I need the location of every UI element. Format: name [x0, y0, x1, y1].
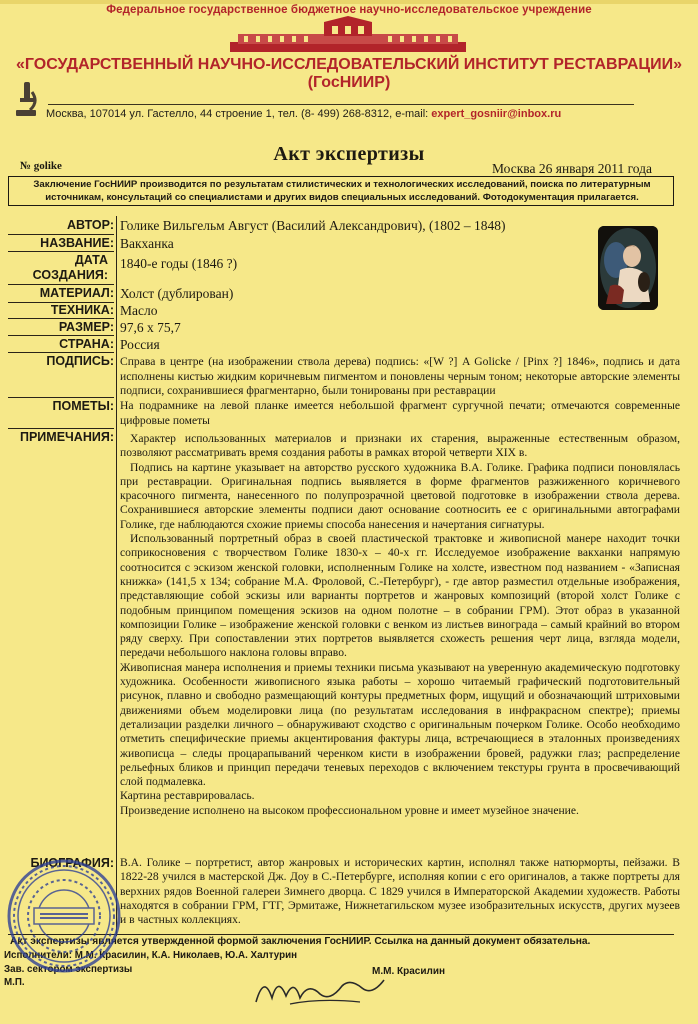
country-label: СТРАНА:	[59, 337, 114, 351]
notes-label: ПРИМЕЧАНИЯ:	[19, 430, 114, 444]
org-title	[0, 56, 698, 92]
label-rule	[8, 234, 114, 235]
notes-paragraph: Использованный портретный образ в своей пластической трактовке и живописной манере находит точки соприкосновения с творчеством Голике 1830-х – 40-х гг. Исследуемое изображение вакханки напрямую соотносится с эскизом женской головки, исполненным Голике на холсте, известном под названием - «Записная книжка» (141,5 х 134; собрание М.А. Фроловой, С.-Петербург), - где автор разместил отдельные изображения, представляющие собой эскизы или варианты портретов и жанровых композиций (второй холст Голике с подобным принципом помещения эскизов на одном полотне – в собрании ГРМ). Этот образ в указанной композиции Голике – изображение женской головки с венком из листьев винограда – самый крайний во втором ряду сверху. При сопоставлении этих портретов выявляется схожесть решения черт лица, взгляда модели, передачи небольшого наклона головы вправо.	[120, 532, 680, 660]
painting-image	[598, 226, 658, 310]
email-link[interactable]: expert_gosniir@inbox.ru	[431, 108, 562, 120]
painting-thumbnail	[598, 226, 658, 310]
bio-label: БИОГРАФИЯ:	[30, 856, 114, 870]
column-divider	[116, 216, 117, 936]
document-title: Акт экспертизы	[273, 143, 425, 165]
material-value: Холст (дублирован)	[120, 286, 234, 301]
label-rule	[8, 251, 114, 252]
size-label: РАЗМЕР:	[58, 320, 114, 334]
technique-label: ТЕХНИКА:	[50, 303, 114, 317]
notes-paragraph: Подпись на картине указывает на авторство русского художника В.А. Голике. Графика подписи поновлялась при реставрации. Оригинальная подпись выявляется в форме фрагментов разжиженного коричневого красочного пигмента, нанесенного по полупрозрачной цветовой подготовке в изображении ствола дерева. Сохранившиеся авторские элементы подписи дают основание соотносить ее с оригинальными автографами Голике, где наблюдаются схожие приемы способа нанесения и начертания сигнатуры.	[120, 460, 680, 531]
signature-value: Справа в центре (на изображении ствола дерева) подпись: «[W ?] A Golicke / [Pinx ?] 1846», подпись и дата исполнены кистью жидким коричневым пигментом и поновлены черным тоном; некоторые авторские элементы подписи, сохранившиеся фрагментарно, были тонированы при реставрации	[120, 355, 680, 397]
marks-value: На подрамнике на левой планке имеется небольшой фрагмент сургучной печати; отмечаются современные цифровые пометы	[120, 399, 680, 427]
institute-building-icon	[228, 16, 468, 56]
intro-text	[12, 178, 672, 204]
signature-label: ПОДПИСЬ:	[46, 354, 114, 368]
author-value: Голике Вильгельм Август (Василий Александрович), (1802 – 1848)	[120, 218, 506, 233]
org-title-line2: (ГосНИИР)	[307, 74, 391, 91]
label-rule	[8, 397, 114, 398]
label-rule	[8, 428, 114, 429]
notes-text	[120, 432, 680, 818]
round-seal-stamp	[6, 858, 122, 974]
notes-paragraph: Произведение исполнено на высоком профессиональном уровне и имеет музейное значение.	[120, 803, 579, 817]
notes-paragraph: Картина реставрировалась.	[120, 789, 255, 803]
label-rule	[8, 284, 114, 285]
contacts-line	[46, 108, 666, 120]
document-date: Москва 26 января 2011 года	[492, 161, 652, 176]
label-rule	[8, 335, 114, 336]
size-value: 97,6 х 75,7	[120, 320, 181, 335]
title-label: НАЗВАНИЕ:	[40, 236, 114, 250]
material-label: МАТЕРИАЛ:	[39, 286, 114, 300]
title-value: Вакханка	[120, 236, 174, 251]
date-value: 1840-е годы (1846 ?)	[120, 256, 238, 271]
notes-paragraph: Характер использованных материалов и признаки их старения, выраженные естественным образом, позволяют рассматривать время создания работы в рамках второй четверти XIX в.	[120, 432, 680, 460]
address: Москва, 107014 ул. Гастелло, 44 строение 1, тел. (8- 499) 268-8312, e-mail:	[46, 108, 429, 120]
seal-place: М.П.	[4, 977, 25, 988]
head-name: М.М. Красилин	[372, 966, 446, 977]
technique-value: Масло	[120, 303, 158, 318]
footer-note: Акт экспертизы является утвержденной формой заключения ГосНИИР. Ссылка на данный документ обязательна.	[10, 936, 591, 947]
date-label: ДАТА СОЗДАНИЯ:	[32, 253, 108, 282]
document-number: № golike	[20, 160, 62, 172]
head-role: Зав. сектором экспертизы	[4, 964, 133, 975]
notes-paragraph: Живописная манера исполнения и приемы техники письма указывают на уверенную академическую подготовку художника. Особенности живописного языка работы – хорошо читаемый графический подготовительный рисунок, плавно и свободно размещающий контуры предметных форм, ищущий и обозначающий штриховыми движениями объем моделировки лица (по результатам исследования в инфракрасном спектре); приемы детализации разделки личного – обнаруживают сходство с оригинальным почерком Голике. Особо необходимо отметить специфические приемы акцентирования фактуры лица, встречающиеся в эталонных произведениях живописца – следы процарапываний черенком кисти в изображении бровей, радужки глаз; распределение рельефных бликов и принцип передачи теневых переходов с включением текстуры грунта в просвечивающий слой подмалевка.	[120, 660, 680, 789]
intro-line1: Заключение ГосНИИР производится по результатам стилистических и технологических исследований, поиска по литературным	[33, 179, 651, 190]
handwritten-signature	[250, 968, 390, 1014]
microscope-icon	[12, 80, 40, 120]
label-rule	[8, 352, 114, 353]
performers: Исполнители: М.М. Красилин, К.А. Николаев, Ю.А. Халтурин	[4, 950, 298, 961]
country-value: Россия	[120, 337, 160, 352]
org-subtitle: Федеральное государственное бюджетное научно-исследовательское учреждение	[106, 4, 592, 16]
marks-label: ПОМЕТЫ:	[52, 399, 114, 413]
label-rule	[8, 318, 114, 319]
header-rule	[48, 104, 634, 105]
biography-text: В.А. Голике – портретист, автор жанровых и исторических картин, исполнял также натюрморты, пейзажи. В 1822-28 учился в мастерской Дж. Доу в С.-Петербурге, исполняя копии с его оригиналов, а также портреты для верхних рядов Военной галереи Зимнего дворца. С 1829 учился в Императорской Академии художеств. Работы находятся в собрании ГРМ, ГТГ, Эрмитаже, Нижнетагильском музее изобразительных искусств, других музеев и в частных коллекциях.	[120, 856, 680, 927]
org-title-line1: «ГОСУДАРСТВЕННЫЙ НАУЧНО-ИССЛЕДОВАТЕЛЬСКИЙ ИНСТИТУТ РЕСТАВРАЦИИ»	[15, 56, 683, 73]
author-label: АВТОР:	[67, 218, 114, 232]
intro-line2: источникам, консультаций со специалистами и других видов специальных исследований. Фотодокументация прилагается.	[45, 192, 639, 203]
